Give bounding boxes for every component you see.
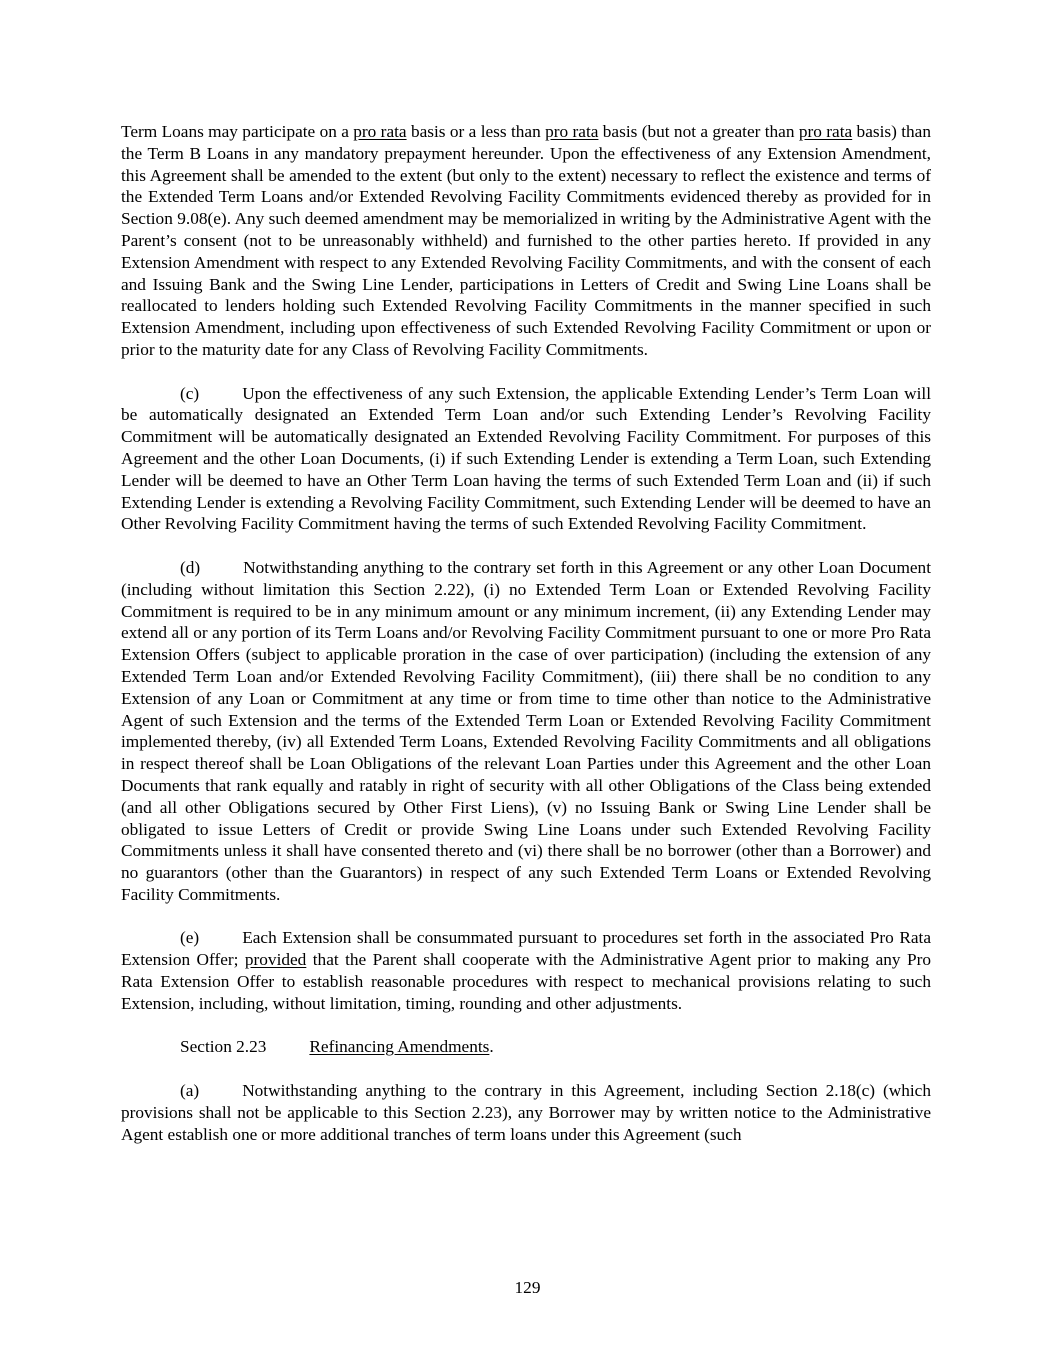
paragraph-label: (c) [180,383,200,403]
body-text: basis (but not a greater than [598,122,799,141]
body-text: basis) than the Term B Loans in any mandatory prepayment hereunder. Upon the effectiveness of any Extension Amendment, this Agreement shall be amended to the extent (but only to the extent) necessary to reflect the existence and terms of the Extended Term Loans and/or Extended Revolving Facility Commitments evidenced thereby as provided for in Section 9.08(e). Any such deemed amendment may be memorialized in writing by the Administrative Agent with the Parent’s consent (not to be unreasonably withheld) and furnished to the other parties hereto. If provided in any Extension Amendment with respect to any Extended Revolving Facility Commitments, and with the consent of each and Issuing Bank and the Swing Line Lender, participations in Letters of Credit and Swing Line Loans shall be reallocated to lenders holding such Extended Revolving Facility Commitments in the manner specified in such Extension Amendment, including upon effectiveness of such Extended Revolving Facility Commitment or upon or prior to the maturity date for any Class of Revolving Facility Commitments. [121,122,931,359]
document-body [121,121,931,1167]
body-text: Each Extension shall be consummated pursuant to procedures set forth in the associated Pro Rata Extension Offer; [121,928,931,970]
paragraph-e [121,927,931,1014]
underlined-text: pro rata [798,122,853,141]
paragraph-c [121,383,931,536]
section-heading [121,1036,931,1058]
body-text: Term Loans may participate on a [121,122,354,141]
body-text: . [489,1037,494,1057]
body-text: basis or a less than [406,122,546,141]
underlined-text: pro rata [353,122,407,141]
body-text: that the Parent shall cooperate with the Administrative Agent prior to making any Pro Rata Extension Offer to establish reasonable procedures with respect to mechanical provisions relating to such Extension, including, without limitation, timing, rounding and other adjustments. [121,950,931,1013]
paragraph-label: (e) [180,928,200,948]
underlined-text: Refinancing Amendments [309,1037,490,1057]
body-text: Notwithstanding anything to the contrary in this Agreement, including Section 2.18(c) (which provisions shall not be applicable to this Section 2.23), any Borrower may by written notice to the Administrative Agent establish one or more additional tranches of term loans under this Agreement (such [121,1081,931,1144]
underlined-text: pro rata [545,122,599,141]
paragraph-label: (d) [180,557,201,577]
paragraph-label: Section 2.23 [180,1037,267,1057]
paragraph-continuation [121,121,931,361]
page-number: 129 [514,1278,541,1297]
paragraph-d [121,557,931,906]
paragraph-a [121,1080,931,1145]
body-text: Upon the effectiveness of any such Extension, the applicable Extending Lender’s Term Loan will be automatically designated an Extended Term Loan and/or such Extending Lender’s Revolving Facility Commitment will be automatically designated an Extended Revolving Facility Commitment. For purposes of this Agreement and the other Loan Documents, (i) if such Extending Lender is extending a Term Loan, such Extending Lender will be deemed to have an Other Term Loan having the terms of such Extended Term Loan and (ii) if such Extending Lender is extending a Revolving Facility Commitment, such Extending Lender will be deemed to have an Other Revolving Facility Commitment having the terms of such Extended Revolving Facility Commitment. [121,383,931,534]
body-text: Notwithstanding anything to the contrary set forth in this Agreement or any other Loan Document (including without limitation this Section 2.22), (i) no Extended Term Loan or Extended Revolving Facility Commitment is required to be in any minimum amount or any minimum increment, (ii) any Extending Lender may extend all or any portion of its Term Loans and/or Revolving Facility Commitment pursuant to one or more Pro Rata Extension Offers (subject to applicable proration in the case of over participation) (including the extension of any Extended Term Loan and/or Extended Revolving Facility Commitment), (iii) there shall be no condition to any Extension of any Loan or Commitment at any time or from time to time other than notice to the Administrative Agent of such Extension and the terms of the Extended Term Loan or Extended Revolving Facility Commitment implemented thereby, (iv) all Extended Term Loans, Extended Revolving Facility Commitments and all obligations in respect thereof shall be Loan Obligations of the relevant Loan Parties under this Agreement and the other Loan Documents that rank equally and ratably in right of security with all other Obligations of the Class being extended (and all other Obligations secured by Other First Liens), (v) no Issuing Bank or Swing Line Lender shall be obligated to issue Letters of Credit or provide Swing Line Loans under such Extended Revolving Facility Commitments unless it shall have consented thereto and (vi) there shall be no borrower (other than a Borrower) and no guarantors (other than the Guarantors) in respect of any such Extended Term Loans or Extended Revolving Facility Commitments. [121,557,931,904]
paragraph-label: (a) [180,1081,200,1101]
underlined-text: provided [244,950,307,970]
